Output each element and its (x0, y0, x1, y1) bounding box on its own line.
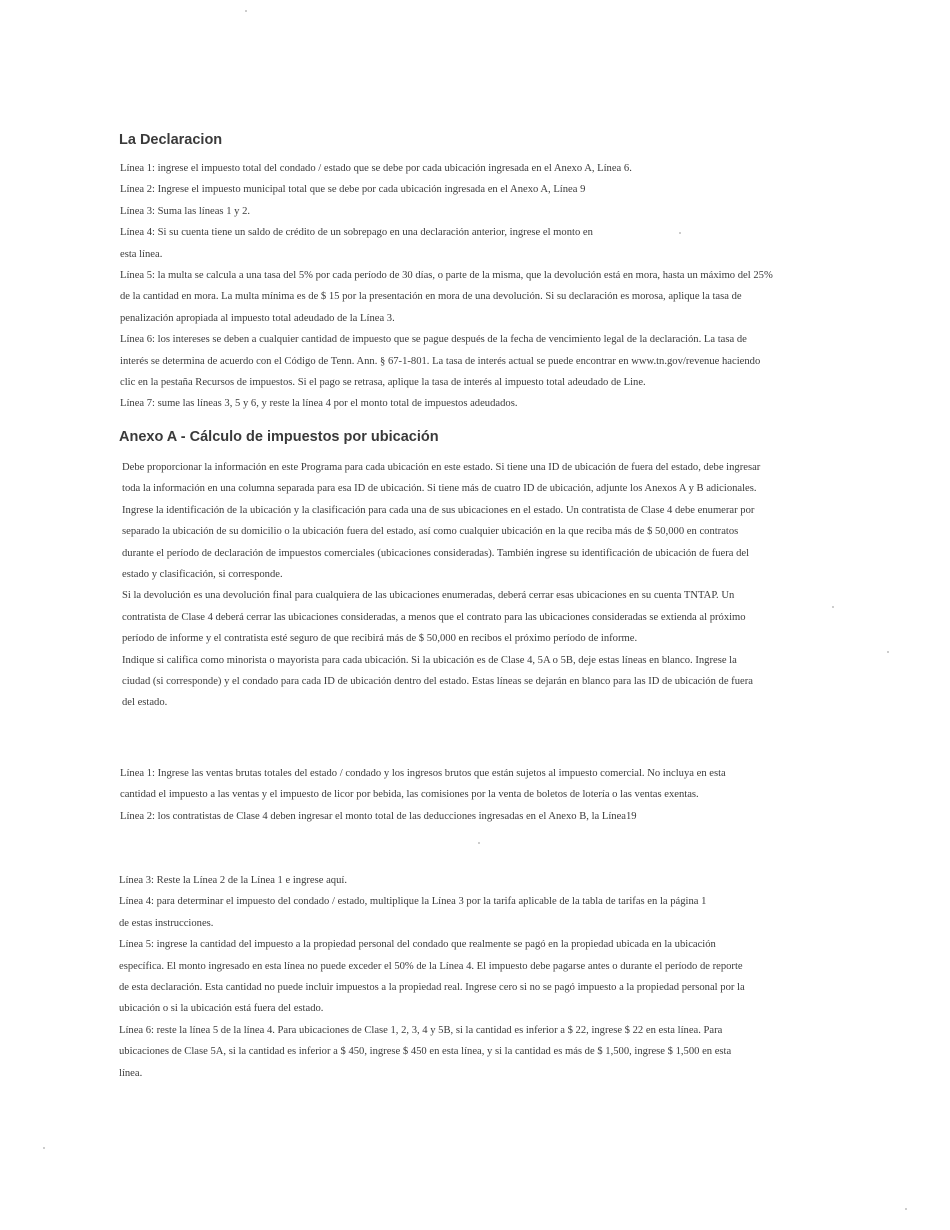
text-line: ubicación o si la ubicación está fuera del estado. (119, 1003, 324, 1015)
text-line: estado y clasificación, si corresponde. (122, 569, 283, 581)
text-line: Línea 5: la multa se calcula a una tasa del 5% por cada período de 30 días, o parte de la misma, que la devolución está en mora, hasta un máximo del 25% (120, 270, 773, 282)
section-body-declaracion (120, 158, 840, 415)
text-line: Línea 6: reste la línea 5 de la línea 4. Para ubicaciones de Clase 1, 2, 3, 4 y 5B, si la cantidad es inferior a $ 22, ingrese $ 22 en esta línea. Para (119, 1024, 723, 1036)
scan-speck (832, 606, 834, 608)
text-line: Línea 3: Suma las líneas 1 y 2. (120, 205, 251, 217)
text-line: Línea 2: los contratistas de Clase 4 deben ingresar el monto total de las deducciones ingresadas en el Anexo B, la Línea19 (120, 810, 637, 822)
text-line: Línea 1: Ingrese las ventas brutas totales del estado / condado y los ingresos brutos que están sujetos al impuesto comercial. No incluya en esta (120, 768, 726, 779)
text-line: Línea 4: para determinar el impuesto del condado / estado, multiplique la Línea 3 por la tarifa aplicable de la tabla de tarifas en la página 1 (119, 896, 707, 908)
text-line: Línea 2: Ingrese el impuesto municipal total que se debe por cada ubicación ingresada en el Anexo A, Línea 9 (120, 184, 586, 196)
text-line: toda la información en una columna separada para esa ID de ubicación. Si tiene más de cuatro ID de ubicación, adjunte los Anexos A y B adicionales. (122, 483, 757, 495)
text-line: Línea 5: ingrese la cantidad del impuesto a la propiedad personal del condado que realmente se pagó en la propiedad ubicada en la ubicación (119, 939, 716, 951)
scan-speck (43, 1147, 45, 1149)
text-line: de esta declaración. Esta cantidad no puede incluir impuestos a la propiedad real. Ingrese cero si no se pagó impuesto a la propiedad personal por la (119, 982, 745, 994)
section-body-anexo-a (122, 457, 827, 714)
section-title-declaracion: La Declaracion (119, 132, 223, 148)
text-line: esta línea. (120, 248, 163, 260)
text-line: penalización apropiada al impuesto total adeudado de la Línea 3. (120, 312, 395, 324)
text-line: Línea 3: Reste la Línea 2 de la Línea 1 e ingrese aquí. (119, 875, 347, 886)
text-line: línea. (119, 1067, 143, 1079)
text-line: contratista de Clase 4 deberá cerrar las ubicaciones consideradas, a menos que el contrato para las ubicaciones consideradas se extienda al próximo (122, 611, 746, 623)
text-line: cantidad el impuesto a las ventas y el impuesto de licor por bebida, las comisiones por la venta de boletos de lotería o las ventas exentas. (120, 789, 699, 801)
text-line: de la cantidad en mora. La multa mínima es de $ 15 por la presentación en mora de una devolución. Si su declaración es morosa, aplique la tasa de (120, 291, 742, 303)
text-line: Línea 6: los intereses se deben a cualquier cantidad de impuesto que se pague después de la fecha de vencimiento legal de la declaración. La tasa de (120, 334, 747, 346)
text-line: de estas instrucciones. (119, 917, 214, 929)
text-line: ubicaciones de Clase 5A, si la cantidad es inferior a $ 450, ingrese $ 450 en esta línea, y si la cantidad es más de $ 1,500, ingrese $ 1,500 en esta (119, 1046, 732, 1058)
text-line: Línea 4: Si su cuenta tiene un saldo de crédito de un sobrepago en una declaración anterior, ingrese el monto en (120, 227, 593, 239)
text-line: Ingrese la identificación de la ubicación y la clasificación para cada una de sus ubicaciones en el estado. Un contratista de Clase 4 debe enumerar por (122, 504, 755, 516)
text-line: separado la ubicación de su domicilio o la ubicación fuera del estado, así como cualquier ubicación en la que reciba más de $ 50,000 en contratos (122, 526, 739, 538)
scan-speck (905, 1208, 907, 1210)
text-line: Debe proporcionar la información en este Programa para cada ubicación en este estado. Si tiene una ID de ubicación de fuera del estado, debe ingresar (122, 462, 761, 473)
section-body-lineas-1-2 (120, 763, 820, 827)
text-line: clic en la pestaña Recursos de impuestos. Si el pago se retrasa, aplique la tasa de interés al impuesto total adeudado de Line. (120, 377, 646, 389)
scan-speck (679, 232, 681, 234)
text-line: Línea 1: ingrese el impuesto total del condado / estado que se debe por cada ubicación ingresada en el Anexo A, Línea 6. (120, 163, 632, 174)
section-title-anexo-a: Anexo A - Cálculo de impuestos por ubicación (119, 429, 439, 445)
text-line: ciudad (si corresponde) y el condado para cada ID de ubicación dentro del estado. Estas líneas se dejarán en blanco para las ID de ubicación de fuera (122, 676, 753, 688)
scan-speck (887, 651, 889, 653)
text-line: del estado. (122, 697, 168, 709)
section-body-lineas-3-6 (119, 870, 824, 1084)
text-line: Línea 7: sume las líneas 3, 5 y 6, y reste la línea 4 por el monto total de impuestos adeudados. (120, 398, 518, 410)
text-line: interés se determina de acuerdo con el Código de Tenn. Ann. § 67-1-801. La tasa de interés actual se puede encontrar en www.tn.gov/revenue haciendo (120, 355, 761, 367)
text-line: específica. El monto ingresado en esta línea no puede exceder el 50% de la Línea 4. El impuesto debe pagarse antes o durante el período de reporte (119, 960, 743, 972)
text-line: durante el período de declaración de impuestos comerciales (ubicaciones consideradas). También ingrese su identificación de ubicación de fuera del (122, 547, 750, 559)
scan-speck (245, 10, 247, 12)
text-line: período de informe y el contratista esté seguro de que recibirá más de $ 50,000 en recibos el próximo período de informe. (122, 633, 638, 645)
text-line: Indique si califica como minorista o mayorista para cada ubicación. Si la ubicación es de Clase 4, 5A o 5B, deje estas líneas en blanco. Ingrese la (122, 654, 737, 666)
text-line: Si la devolución es una devolución final para cualquiera de las ubicaciones enumeradas, deberá cerrar esas ubicaciones en su cuenta TNTAP. Un (122, 590, 735, 602)
scan-speck (478, 842, 480, 844)
